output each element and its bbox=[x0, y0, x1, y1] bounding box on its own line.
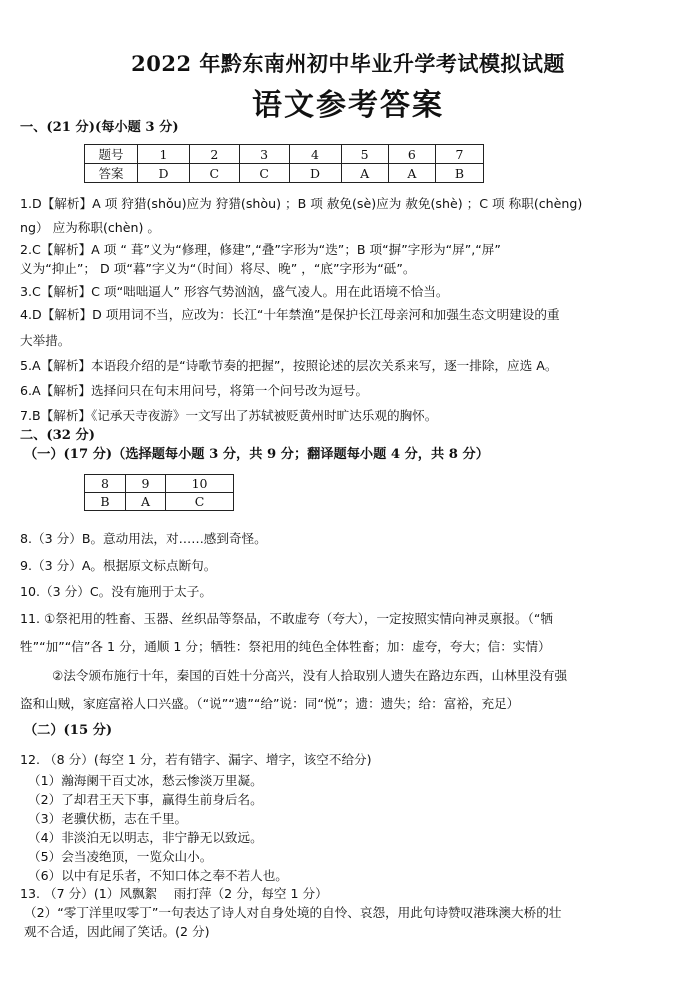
answer-table-1 bbox=[84, 144, 484, 183]
table-cell: A bbox=[125, 493, 165, 511]
answer-line: 12. （8 分）(每空 1 分，若有错字、漏字、增字，该空不给分) bbox=[20, 752, 372, 767]
table-cell: C bbox=[189, 164, 239, 183]
table-cell: B bbox=[85, 493, 126, 511]
answer-line: 9.（3 分）A。根据原文标点断句。 bbox=[20, 558, 217, 573]
explanation-line: 1.D【解析】A 项 狩猎(shǒu)应为 狩猎(shòu) ；B 项 赦免(sè)应为 赦免(shè) ；C 项 称职(chèng) bbox=[20, 196, 583, 211]
table-cell: 5 bbox=[341, 145, 388, 164]
table-cell: C bbox=[239, 164, 289, 183]
subsection-1-heading: （一）(17 分)（选择题每小题 3 分，共 9 分；翻译题每小题 4 分，共 8 分） bbox=[24, 447, 489, 462]
dictation-line: （3）老骥伏枥，志在千里。 bbox=[28, 811, 188, 826]
answer-table-2 bbox=[84, 474, 234, 511]
table-row bbox=[85, 475, 234, 493]
explanation-line: 大举措。 bbox=[20, 333, 71, 348]
answer-line: 10.（3 分）C。没有施刑于太子。 bbox=[20, 584, 212, 599]
dictation-line: （2）了却君王天下事，赢得生前身后名。 bbox=[28, 792, 263, 807]
explanation-line: 6.A【解析】选择问只在句末用问号，将第一个问号改为逗号。 bbox=[20, 383, 369, 398]
table-cell: A bbox=[388, 164, 435, 183]
page-title: 2022 年黔东南州初中毕业升学考试模拟试题 bbox=[131, 51, 565, 76]
answer-line: 盗和山贼，家庭富裕人口兴盛。（“说”“遗”“给”说：同“悦”；遗：遗失；给：富裕，充足） bbox=[20, 696, 520, 711]
table-cell: 9 bbox=[125, 475, 165, 493]
table-cell: A bbox=[341, 164, 388, 183]
table-cell: 4 bbox=[289, 145, 341, 164]
table-cell: 2 bbox=[189, 145, 239, 164]
table-row bbox=[85, 493, 234, 511]
section-2-heading: 二、(32 分) bbox=[20, 428, 95, 443]
table-cell: B bbox=[435, 164, 483, 183]
dictation-line: （1）瀚海阑干百丈冰，愁云惨淡万里凝。 bbox=[28, 773, 263, 788]
answer-line: （2）“零丁洋里叹零丁”一句表达了诗人对自身处境的自怜、哀怨，用此句诗赞叹港珠澳大桥的壮 bbox=[24, 905, 562, 920]
page-subtitle: 语文参考答案 bbox=[252, 88, 444, 123]
answer-line: 11. ①祭祀用的牲畜、玉器、丝织品等祭品，不敢虚夸（夸大），一定按照实情向神灵禀报。（“牺 bbox=[20, 611, 553, 626]
explanation-line: 4.D【解析】D 项用词不当，应改为：长江“十年禁渔”是保护长江母亲河和加强生态文明建设的重 bbox=[20, 307, 560, 322]
explanation-line: 义为“抑止”； D 项“暮”字义为“（时间）将尽、晚” ，“底”字形为“砥”。 bbox=[20, 261, 416, 276]
table-cell: D bbox=[289, 164, 341, 183]
answer-line: 牲”“加”“信”各 1 分，通顺 1 分；牺牲：祭祀用的纯色全体牲畜；加：虚夸，夸大；信：实情） bbox=[20, 639, 551, 654]
table-cell: 8 bbox=[85, 475, 126, 493]
answer-line: 8.（3 分）B。意动用法，对……感到奇怪。 bbox=[20, 531, 267, 546]
table-row bbox=[85, 145, 484, 164]
table-cell: 1 bbox=[138, 145, 190, 164]
section-1-heading: 一、(21 分)(每小题 3 分) bbox=[20, 120, 179, 135]
table-cell: 7 bbox=[435, 145, 483, 164]
explanation-line: 3.C【解析】C 项“咄咄逼人” 形容气势汹汹，盛气凌人。用在此语境不恰当。 bbox=[20, 284, 449, 299]
subsection-2-heading: （二）(15 分) bbox=[24, 723, 113, 738]
table-header-cell: 题号 bbox=[85, 145, 138, 164]
dictation-line: （4）非淡泊无以明志，非宁静无以致远。 bbox=[28, 830, 263, 845]
answer-line: 观不合适，因此闹了笑话。(2 分) bbox=[24, 924, 210, 939]
table-cell: D bbox=[138, 164, 190, 183]
answer-line: 13. （7 分）(1）风飘絮 雨打萍（2 分，每空 1 分） bbox=[20, 886, 328, 901]
dictation-line: （5）会当凌绝顶，一览众山小。 bbox=[28, 849, 213, 864]
explanation-line: ng） 应为称职(chèn) 。 bbox=[20, 220, 161, 235]
dictation-line: （6）以中有足乐者，不知口体之奉不若人也。 bbox=[28, 868, 288, 883]
table-cell: 3 bbox=[239, 145, 289, 164]
explanation-line: 5.A【解析】本语段介绍的是“诗歌节奏的把握”，按照论述的层次关系来写，逐一排除，应选 A。 bbox=[20, 358, 558, 373]
table-cell: 6 bbox=[388, 145, 435, 164]
table-header-cell: 答案 bbox=[85, 164, 138, 183]
explanation-line: 2.C【解析】A 项 “ 葺”义为“修理，修建”,“叠”字形为“迭”；B 项“摒”字形为“屏”,“屏” bbox=[20, 242, 501, 257]
explanation-line: 7.B【解析】《记承天寺夜游》一文写出了苏轼被贬黄州时旷达乐观的胸怀。 bbox=[20, 408, 438, 423]
table-cell: C bbox=[166, 493, 234, 511]
answer-line: ②法令颁布施行十年，秦国的百姓十分高兴，没有人拾取别人遗失在路边东西，山林里没有强 bbox=[52, 668, 568, 683]
table-cell: 10 bbox=[166, 475, 234, 493]
table-row bbox=[85, 164, 484, 183]
